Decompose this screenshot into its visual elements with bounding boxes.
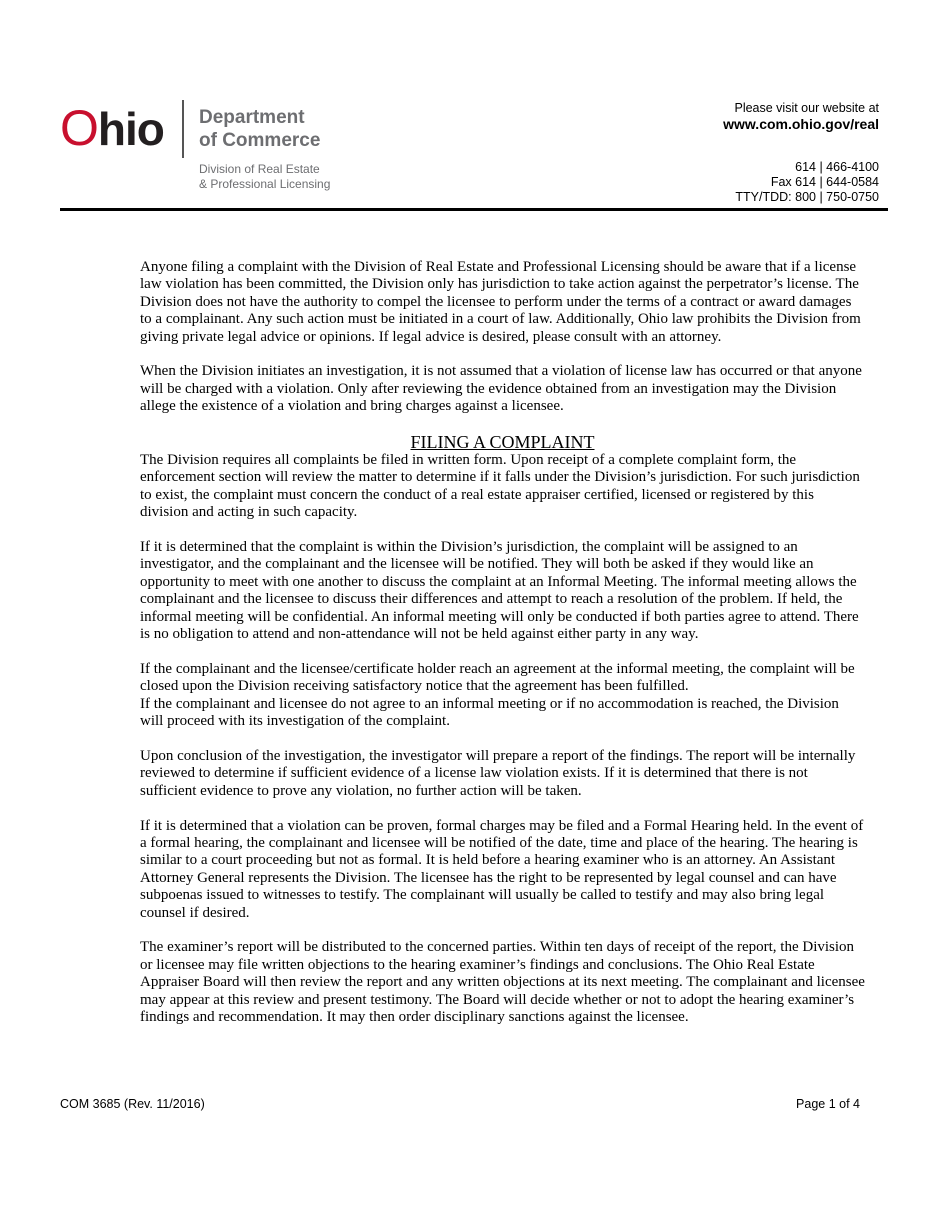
fax-number: Fax 614 | 644-0584 xyxy=(770,175,879,189)
paragraph-formal-hearing: If it is determined that a violation can be proven, formal charges may be filed and a Formal Hearing held. In the event of a formal hearing, the complainant and licensee will be notified of the date, time and place of the hearing. The hearing is similar to a court proceeding but not as formal. It is held before a hearing examiner who is an attorney. An Assistant Attorney General represents the Division. The licensee has the right to be represented by legal counsel and can have subpoenas issued to witnesses to testify. The complainant will usually be called to testify and may also bring legal counsel if desired. xyxy=(140,817,864,921)
division-name xyxy=(199,162,330,192)
ohio-logo-text: hio xyxy=(97,103,164,155)
paragraph-agreement: If the complainant and the licensee/certificate holder reach an agreement at the informal meeting, the complaint will be closed upon the Division receiving satisfactory notice that the agreement has been fulfilled. xyxy=(140,660,855,695)
website-prompt: Please visit our website at xyxy=(734,101,879,115)
document-body xyxy=(140,259,865,1044)
header-rule xyxy=(60,208,888,211)
logo-divider xyxy=(182,100,184,158)
division-line-1: Division of Real Estate xyxy=(199,162,320,176)
ohio-logo xyxy=(60,100,164,157)
phone-block xyxy=(723,160,879,205)
phone-number: 614 | 466-4100 xyxy=(795,160,879,174)
tty-number: TTY/TDD: 800 | 750-0750 xyxy=(735,190,879,204)
department-name xyxy=(199,106,320,152)
paragraph-examiner-report: The examiner’s report will be distributed to the concerned parties. Within ten days of receipt of the report, the Division or licensee may file written objections to the hearing examiner’s findings and conclusions. The Ohio Real Estate Appraiser Board will then review the report and any written objections at its next meeting. The complainant and licensee may appear at this review and present testimony. The Board will decide whether or not to adopt the hearing examiner’s findings and recommendation. It may then order disciplinary sanctions against the licensee. xyxy=(140,939,865,1025)
intro-paragraph-2: When the Division initiates an investigation, it is not assumed that a violation of license law has occurred or that anyone will be charged with a violation. Only after reviewing the evidence obtained from an investigation may the Division allege the existence of a violation and bring charges against a licensee. xyxy=(140,363,862,415)
intro-paragraph-1: Anyone filing a complaint with the Division of Real Estate and Professional Licensing should be aware that if a license law violation has been committed, the Division only has jurisdiction to take action against the perpetrator’s license. The Division does not have the authority to compel the licensee to perform under the terms of a contract or award damages to a complainant. Any such action must be initiated in a court of law. Additionally, Ohio law prohibits the Division from giving private legal advice or opinions. If legal advice is desired, please consult with an attorney. xyxy=(140,259,861,345)
contact-block xyxy=(723,101,879,205)
section-heading: FILING A COMPLAINT xyxy=(410,432,595,453)
department-line-1: Department xyxy=(199,107,305,128)
paragraph-investigation-conclusion: Upon conclusion of the investigation, the investigator will prepare a report of the findings. The report will be internally reviewed to determine if sufficient evidence of a license law violation exists. If it is determined that there is not sufficient evidence to prove any violation, no further action will be taken. xyxy=(140,747,856,799)
division-line-2: & Professional Licensing xyxy=(199,177,331,191)
paragraph-no-agreement: If the complainant and licensee do not agree to an informal meeting or if no accommodation is reached, the Division will proceed with its investigation of the complaint. xyxy=(140,695,839,730)
website-link[interactable]: www.com.ohio.gov/real xyxy=(723,116,879,132)
page-number: Page 1 of 4 xyxy=(796,1097,860,1111)
form-number: COM 3685 (Rev. 11/2016) xyxy=(60,1097,205,1111)
ohio-logo-o: O xyxy=(60,100,98,156)
department-line-2: of Commerce xyxy=(199,130,321,151)
paragraph-jurisdiction: If it is determined that the complaint is within the Division’s jurisdiction, the complaint will be assigned to an investigator, and the complainant and the licensee will be notified. They will both be asked if they would like an opportunity to meet with one another to discuss the complaint at an Informal Meeting. The informal meeting allows the complainant and the licensee to discuss their differences and attempt to reach a resolution of the problem. If held, the informal meeting will be confidential. An informal meeting will only be conducted if both parties agree to attend. There is no obligation to attend and non-attendance will not be held against either party in any way. xyxy=(140,539,859,643)
paragraph-written-form: The Division requires all complaints be filed in written form. Upon receipt of a complete complaint form, the enforcement section will review the matter to determine if it falls under the Division’s jurisdiction. For such jurisdiction to exist, the complaint must concern the conduct of a real estate appraiser certified, licensed or registered by this division and acting in such capacity. xyxy=(140,452,860,521)
